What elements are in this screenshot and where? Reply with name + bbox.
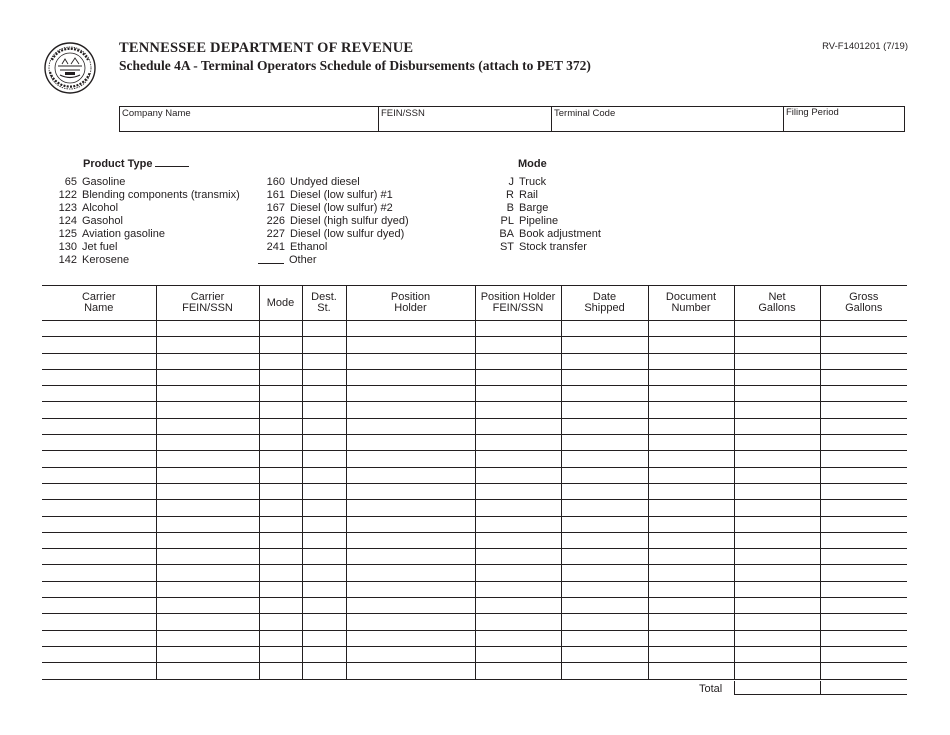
table-cell[interactable] bbox=[259, 663, 302, 679]
filing-period-label: Filing Period bbox=[786, 107, 839, 118]
table-cell[interactable] bbox=[561, 598, 648, 614]
table-cell[interactable] bbox=[648, 418, 734, 434]
table-cell[interactable] bbox=[475, 483, 561, 499]
table-cell[interactable] bbox=[820, 321, 907, 337]
other-code-input-line[interactable] bbox=[258, 254, 284, 264]
table-cell[interactable] bbox=[475, 614, 561, 630]
table-cell[interactable] bbox=[302, 630, 346, 646]
table-cell[interactable] bbox=[42, 500, 156, 516]
table-cell[interactable] bbox=[734, 435, 820, 451]
table-cell[interactable] bbox=[42, 549, 156, 565]
table-cell[interactable] bbox=[561, 565, 648, 581]
table-cell[interactable] bbox=[561, 614, 648, 630]
table-cell[interactable] bbox=[42, 369, 156, 385]
total-label: Total bbox=[699, 683, 723, 695]
table-cell[interactable] bbox=[820, 467, 907, 483]
table-cell[interactable] bbox=[648, 337, 734, 353]
table-cell[interactable] bbox=[648, 598, 734, 614]
table-cell[interactable] bbox=[259, 565, 302, 581]
fein-ssn-field[interactable] bbox=[379, 107, 552, 131]
table-cell[interactable] bbox=[648, 386, 734, 402]
table-cell[interactable] bbox=[561, 467, 648, 483]
table-cell[interactable] bbox=[302, 598, 346, 614]
table-cell[interactable] bbox=[820, 500, 907, 516]
table-cell[interactable] bbox=[648, 369, 734, 385]
table-cell[interactable] bbox=[259, 646, 302, 662]
column-header-gross-gallons: Gross Gallons bbox=[820, 286, 907, 321]
table-cell[interactable] bbox=[156, 646, 259, 662]
product-code-item: 130 Jet fuel bbox=[58, 241, 118, 253]
mode-heading: Mode bbox=[518, 158, 547, 170]
table-cell[interactable] bbox=[156, 500, 259, 516]
table-cell[interactable] bbox=[42, 614, 156, 630]
table-cell[interactable] bbox=[346, 467, 475, 483]
table-cell[interactable] bbox=[42, 565, 156, 581]
table-cell[interactable] bbox=[475, 386, 561, 402]
company-name-label: Company Name bbox=[122, 108, 191, 119]
table-cell[interactable] bbox=[475, 402, 561, 418]
table-cell[interactable] bbox=[346, 483, 475, 499]
product-code-item: 241 Ethanol bbox=[266, 241, 328, 253]
table-cell[interactable] bbox=[820, 483, 907, 499]
table-cell[interactable] bbox=[346, 321, 475, 337]
column-header-position-holder: Position Holder bbox=[346, 286, 475, 321]
table-cell[interactable] bbox=[302, 614, 346, 630]
table-cell[interactable] bbox=[820, 435, 907, 451]
table-cell[interactable] bbox=[302, 646, 346, 662]
table-cell[interactable] bbox=[156, 451, 259, 467]
product-code-item: 65 Gasoline bbox=[64, 176, 126, 188]
product-type-heading: Product Type bbox=[83, 158, 189, 170]
table-cell[interactable] bbox=[561, 549, 648, 565]
table-cell[interactable] bbox=[475, 581, 561, 597]
table-cell[interactable] bbox=[346, 663, 475, 679]
table-row bbox=[42, 418, 907, 434]
table-cell[interactable] bbox=[820, 451, 907, 467]
product-code-item: 125 Aviation gasoline bbox=[58, 228, 165, 240]
table-cell[interactable] bbox=[734, 337, 820, 353]
table-row bbox=[42, 451, 907, 467]
table-cell[interactable] bbox=[734, 386, 820, 402]
table-row bbox=[42, 532, 907, 548]
table-row bbox=[42, 386, 907, 402]
table-cell[interactable] bbox=[475, 353, 561, 369]
mode-code-item: PL Pipeline bbox=[500, 215, 559, 227]
table-cell[interactable] bbox=[820, 402, 907, 418]
table-cell[interactable] bbox=[561, 500, 648, 516]
table-cell[interactable] bbox=[648, 483, 734, 499]
table-cell[interactable] bbox=[302, 418, 346, 434]
product-code-item: 122 Blending components (transmix) bbox=[58, 189, 240, 201]
table-cell[interactable] bbox=[734, 630, 820, 646]
table-cell[interactable] bbox=[820, 516, 907, 532]
table-cell[interactable] bbox=[734, 321, 820, 337]
table-cell[interactable] bbox=[346, 386, 475, 402]
table-cell[interactable] bbox=[648, 663, 734, 679]
table-cell[interactable] bbox=[302, 451, 346, 467]
table-cell[interactable] bbox=[561, 337, 648, 353]
mode-code-item: B Barge bbox=[506, 202, 549, 214]
table-row bbox=[42, 369, 907, 385]
table-cell[interactable] bbox=[561, 321, 648, 337]
table-cell[interactable] bbox=[156, 369, 259, 385]
company-name-field[interactable] bbox=[120, 107, 379, 131]
table-cell[interactable] bbox=[648, 549, 734, 565]
table-cell[interactable] bbox=[648, 581, 734, 597]
table-cell[interactable] bbox=[475, 549, 561, 565]
table-cell[interactable] bbox=[734, 663, 820, 679]
table-cell[interactable] bbox=[346, 402, 475, 418]
table-body bbox=[42, 321, 907, 680]
table-cell[interactable] bbox=[561, 532, 648, 548]
column-header-document-number: Document Number bbox=[648, 286, 734, 321]
table-cell[interactable] bbox=[820, 565, 907, 581]
table-cell[interactable] bbox=[820, 581, 907, 597]
table-cell[interactable] bbox=[648, 646, 734, 662]
product-code-item: 161 Diesel (low sulfur) #1 bbox=[266, 189, 393, 201]
table-cell[interactable] bbox=[259, 614, 302, 630]
table-cell[interactable] bbox=[820, 369, 907, 385]
table-cell[interactable] bbox=[475, 418, 561, 434]
table-cell[interactable] bbox=[475, 451, 561, 467]
table-cell[interactable] bbox=[346, 646, 475, 662]
table-cell[interactable] bbox=[156, 353, 259, 369]
table-cell[interactable] bbox=[156, 630, 259, 646]
schedule-title: Schedule 4A - Terminal Operators Schedule of Disbursements (attach to PET 372) bbox=[119, 58, 591, 73]
table-cell[interactable] bbox=[302, 663, 346, 679]
table-cell[interactable] bbox=[156, 532, 259, 548]
table-cell[interactable] bbox=[302, 565, 346, 581]
table-cell[interactable] bbox=[156, 435, 259, 451]
table-cell[interactable] bbox=[734, 402, 820, 418]
product-code-item: 167 Diesel (low sulfur) #2 bbox=[266, 202, 393, 214]
table-cell[interactable] bbox=[302, 369, 346, 385]
table-cell[interactable] bbox=[475, 516, 561, 532]
table-cell[interactable] bbox=[648, 451, 734, 467]
tennessee-state-seal bbox=[44, 42, 96, 94]
table-cell[interactable] bbox=[561, 646, 648, 662]
table-cell[interactable] bbox=[302, 386, 346, 402]
table-cell[interactable] bbox=[302, 467, 346, 483]
table-cell[interactable] bbox=[302, 532, 346, 548]
table-cell[interactable] bbox=[42, 663, 156, 679]
table-cell[interactable] bbox=[734, 646, 820, 662]
column-header-position-holder-fein: Position Holder FEIN/SSN bbox=[475, 286, 561, 321]
table-row bbox=[42, 516, 907, 532]
table-cell[interactable] bbox=[346, 516, 475, 532]
table-row bbox=[42, 337, 907, 353]
table-cell[interactable] bbox=[156, 549, 259, 565]
product-code-item: 123 Alcohol bbox=[58, 202, 119, 214]
table-cell[interactable] bbox=[475, 598, 561, 614]
table-cell[interactable] bbox=[259, 598, 302, 614]
table-cell[interactable] bbox=[561, 630, 648, 646]
table-row bbox=[42, 581, 907, 597]
table-cell[interactable] bbox=[42, 321, 156, 337]
table-cell[interactable] bbox=[42, 646, 156, 662]
table-row bbox=[42, 483, 907, 499]
table-cell[interactable] bbox=[734, 532, 820, 548]
table-cell[interactable] bbox=[42, 402, 156, 418]
table-cell[interactable] bbox=[648, 500, 734, 516]
table-cell[interactable] bbox=[475, 467, 561, 483]
table-cell[interactable] bbox=[259, 630, 302, 646]
table-cell[interactable] bbox=[156, 483, 259, 499]
table-cell[interactable] bbox=[820, 386, 907, 402]
table-cell[interactable] bbox=[734, 353, 820, 369]
table-cell[interactable] bbox=[42, 598, 156, 614]
table-cell[interactable] bbox=[346, 353, 475, 369]
table-cell[interactable] bbox=[475, 532, 561, 548]
product-code-item: 124 Gasohol bbox=[58, 215, 123, 227]
table-cell[interactable] bbox=[561, 386, 648, 402]
table-row bbox=[42, 467, 907, 483]
table-cell[interactable] bbox=[42, 467, 156, 483]
table-cell[interactable] bbox=[734, 549, 820, 565]
table-cell[interactable] bbox=[302, 321, 346, 337]
table-cell[interactable] bbox=[42, 630, 156, 646]
product-code-other: Other bbox=[258, 254, 409, 267]
identification-box bbox=[119, 106, 905, 132]
table-cell[interactable] bbox=[475, 565, 561, 581]
table-row bbox=[42, 402, 907, 418]
table-cell[interactable] bbox=[259, 500, 302, 516]
table-cell[interactable] bbox=[734, 565, 820, 581]
table-cell[interactable] bbox=[42, 435, 156, 451]
table-cell[interactable] bbox=[734, 516, 820, 532]
table-cell[interactable] bbox=[259, 483, 302, 499]
terminal-code-label: Terminal Code bbox=[554, 108, 616, 119]
table-cell[interactable] bbox=[156, 663, 259, 679]
table-cell[interactable] bbox=[561, 451, 648, 467]
table-cell[interactable] bbox=[475, 435, 561, 451]
column-header-mode: Mode bbox=[259, 286, 302, 321]
table-cell[interactable] bbox=[561, 353, 648, 369]
table-cell[interactable] bbox=[346, 565, 475, 581]
table-cell[interactable] bbox=[648, 532, 734, 548]
table-cell[interactable] bbox=[820, 663, 907, 679]
table-cell[interactable] bbox=[302, 353, 346, 369]
table-cell[interactable] bbox=[648, 402, 734, 418]
table-cell[interactable] bbox=[42, 386, 156, 402]
table-cell[interactable] bbox=[156, 467, 259, 483]
table-cell[interactable] bbox=[648, 614, 734, 630]
column-header-net-gallons: Net Gallons bbox=[734, 286, 820, 321]
table-cell[interactable] bbox=[648, 516, 734, 532]
table-cell[interactable] bbox=[259, 516, 302, 532]
product-code-item: 226 Diesel (high sulfur dyed) bbox=[266, 215, 409, 227]
table-cell[interactable] bbox=[561, 435, 648, 451]
mode-code-item: BA Book adjustment bbox=[499, 228, 601, 240]
table-cell[interactable] bbox=[346, 549, 475, 565]
table-cell[interactable] bbox=[475, 646, 561, 662]
column-header-date-shipped: Date Shipped bbox=[561, 286, 648, 321]
table-cell[interactable] bbox=[734, 451, 820, 467]
table-cell[interactable] bbox=[475, 500, 561, 516]
table-header-row bbox=[42, 286, 907, 321]
table-cell[interactable] bbox=[346, 435, 475, 451]
table-cell[interactable] bbox=[156, 565, 259, 581]
column-header-carrier-name: Carrier Name bbox=[42, 286, 156, 321]
terminal-code-field[interactable] bbox=[552, 107, 784, 131]
mode-code-item: R Rail bbox=[506, 189, 538, 201]
table-cell[interactable] bbox=[734, 483, 820, 499]
table-cell[interactable] bbox=[475, 337, 561, 353]
table-cell[interactable] bbox=[156, 516, 259, 532]
table-cell[interactable] bbox=[648, 565, 734, 581]
mode-code-item: ST Stock transfer bbox=[499, 241, 587, 253]
table-cell[interactable] bbox=[346, 500, 475, 516]
column-header-carrier-fein: Carrier FEIN/SSN bbox=[156, 286, 259, 321]
table-cell[interactable] bbox=[734, 467, 820, 483]
disbursements-table bbox=[42, 285, 907, 680]
table-cell[interactable] bbox=[648, 467, 734, 483]
table-row bbox=[42, 614, 907, 630]
table-cell[interactable] bbox=[475, 369, 561, 385]
table-row bbox=[42, 663, 907, 679]
table-cell[interactable] bbox=[302, 435, 346, 451]
product-code-item: 227 Diesel (low sulfur dyed) bbox=[266, 228, 405, 240]
total-gross-gallons-field[interactable] bbox=[820, 681, 907, 695]
product-code-item: 160 Undyed diesel bbox=[266, 176, 360, 188]
table-cell[interactable] bbox=[259, 386, 302, 402]
table-cell[interactable] bbox=[648, 630, 734, 646]
table-cell[interactable] bbox=[648, 353, 734, 369]
table-cell[interactable] bbox=[346, 451, 475, 467]
table-cell[interactable] bbox=[820, 614, 907, 630]
table-cell[interactable] bbox=[259, 353, 302, 369]
table-cell[interactable] bbox=[42, 451, 156, 467]
table-cell[interactable] bbox=[259, 321, 302, 337]
product-codes-column-2 bbox=[258, 176, 409, 267]
table-cell[interactable] bbox=[302, 500, 346, 516]
table-cell[interactable] bbox=[259, 337, 302, 353]
table-cell[interactable] bbox=[302, 516, 346, 532]
table-cell[interactable] bbox=[302, 549, 346, 565]
table-cell[interactable] bbox=[259, 369, 302, 385]
table-cell[interactable] bbox=[302, 402, 346, 418]
form-number: RV-F1401201 (7/19) bbox=[822, 41, 908, 52]
table-cell[interactable] bbox=[156, 386, 259, 402]
table-cell[interactable] bbox=[820, 646, 907, 662]
table-cell[interactable] bbox=[820, 353, 907, 369]
table-cell[interactable] bbox=[820, 598, 907, 614]
table-cell[interactable] bbox=[346, 581, 475, 597]
table-cell[interactable] bbox=[820, 418, 907, 434]
table-cell[interactable] bbox=[259, 549, 302, 565]
table-cell[interactable] bbox=[820, 337, 907, 353]
table-cell[interactable] bbox=[42, 483, 156, 499]
table-cell[interactable] bbox=[42, 337, 156, 353]
table-cell[interactable] bbox=[734, 598, 820, 614]
table-cell[interactable] bbox=[346, 418, 475, 434]
table-cell[interactable] bbox=[346, 337, 475, 353]
table-row bbox=[42, 598, 907, 614]
fein-ssn-label: FEIN/SSN bbox=[381, 108, 425, 119]
table-row bbox=[42, 321, 907, 337]
table-cell[interactable] bbox=[302, 337, 346, 353]
table-cell[interactable] bbox=[561, 418, 648, 434]
mode-codes bbox=[496, 176, 601, 254]
table-cell[interactable] bbox=[259, 402, 302, 418]
table-cell[interactable] bbox=[820, 532, 907, 548]
table-cell[interactable] bbox=[42, 353, 156, 369]
table-cell[interactable] bbox=[475, 321, 561, 337]
table-cell[interactable] bbox=[346, 532, 475, 548]
table-cell[interactable] bbox=[648, 435, 734, 451]
table-cell[interactable] bbox=[561, 483, 648, 499]
table-cell[interactable] bbox=[734, 614, 820, 630]
table-cell[interactable] bbox=[259, 451, 302, 467]
table-cell[interactable] bbox=[156, 321, 259, 337]
column-header-dest-state: Dest. St. bbox=[302, 286, 346, 321]
table-cell[interactable] bbox=[156, 418, 259, 434]
table-cell[interactable] bbox=[734, 418, 820, 434]
table-cell[interactable] bbox=[561, 581, 648, 597]
table-cell[interactable] bbox=[820, 630, 907, 646]
table-row bbox=[42, 549, 907, 565]
table-cell[interactable] bbox=[475, 663, 561, 679]
table-cell[interactable] bbox=[42, 418, 156, 434]
mode-code-item: J Truck bbox=[508, 176, 547, 188]
product-codes-column-1 bbox=[57, 176, 240, 267]
product-code-item: 142 Kerosene bbox=[58, 254, 130, 266]
table-cell[interactable] bbox=[42, 581, 156, 597]
table-cell[interactable] bbox=[302, 483, 346, 499]
total-net-gallons-field[interactable] bbox=[734, 681, 821, 695]
table-cell[interactable] bbox=[259, 581, 302, 597]
table-cell[interactable] bbox=[734, 581, 820, 597]
table-cell[interactable] bbox=[259, 418, 302, 434]
table-cell[interactable] bbox=[156, 598, 259, 614]
table-cell[interactable] bbox=[302, 581, 346, 597]
table-cell[interactable] bbox=[346, 614, 475, 630]
table-cell[interactable] bbox=[259, 532, 302, 548]
table-cell[interactable] bbox=[346, 369, 475, 385]
table-cell[interactable] bbox=[259, 435, 302, 451]
table-cell[interactable] bbox=[156, 581, 259, 597]
table-cell[interactable] bbox=[561, 516, 648, 532]
table-cell[interactable] bbox=[561, 369, 648, 385]
table-cell[interactable] bbox=[561, 663, 648, 679]
table-row bbox=[42, 435, 907, 451]
table-cell[interactable] bbox=[734, 369, 820, 385]
table-cell[interactable] bbox=[156, 614, 259, 630]
table-cell[interactable] bbox=[346, 630, 475, 646]
table-row bbox=[42, 630, 907, 646]
table-row bbox=[42, 500, 907, 516]
table-row bbox=[42, 353, 907, 369]
table-cell[interactable] bbox=[346, 598, 475, 614]
table-row bbox=[42, 646, 907, 662]
table-cell[interactable] bbox=[820, 549, 907, 565]
table-cell[interactable] bbox=[156, 337, 259, 353]
table-cell[interactable] bbox=[475, 630, 561, 646]
table-cell[interactable] bbox=[42, 532, 156, 548]
table-cell[interactable] bbox=[156, 402, 259, 418]
table-cell[interactable] bbox=[561, 402, 648, 418]
department-title: TENNESSEE DEPARTMENT OF REVENUE bbox=[119, 40, 414, 56]
table-cell[interactable] bbox=[259, 467, 302, 483]
product-type-input-line[interactable] bbox=[155, 166, 189, 167]
table-row bbox=[42, 565, 907, 581]
table-cell[interactable] bbox=[648, 321, 734, 337]
filing-period-field[interactable] bbox=[784, 107, 904, 131]
table-cell[interactable] bbox=[734, 500, 820, 516]
table-cell[interactable] bbox=[42, 516, 156, 532]
